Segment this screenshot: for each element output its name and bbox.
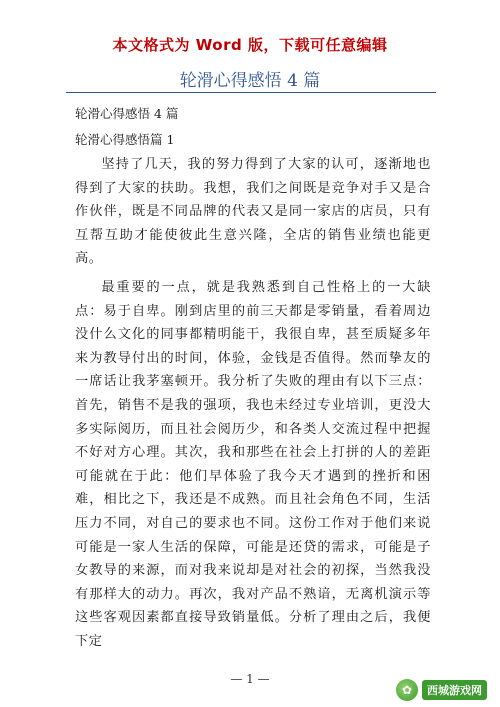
body-paragraph: 最重要的一点，就是我熟悉到自己性格上的一大缺点：易于自卑。刚到店里的前三天都是零销量，看着周边没什么文化的同事都精明能干，我很自卑，甚至质疑多年来为教导付出的时间，体验，金钱是否值得。然而挚友的一席话让我茅塞顿开。我分析了失败的理由有以下三点：首先，销售不是我的强项，我也未经过专业培训，更没大多实际阅历，而且社会阅历少，和各类人交流过程中把握不好对方心理。其次，我和那些在社会上打拼的人的差距可能就在于此：他们早体验了我今天才遇到的挫折和困难，相比之下，我还是不成熟。而且社会角色不同，生活压力不同，对自己的要求也不同。这份工作对于他们来说可能是一家人生活的保障，可能是还贷的需求，可能是子女教导的来源，而对我来说却是对社会的初探，当然我没有那样大的动力。再次，我对产品不熟谙，无离机演示等这些客观因素都直接导致销量低。分析了理由之后，我便下定 (75, 279, 431, 649)
document-title: 轮滑心得感悟 4 篇 (179, 71, 321, 91)
site-watermark (396, 678, 496, 702)
watermark-text: 西城游戏网 (422, 680, 487, 700)
meta-line-section: 轮滑心得感悟篇 1 (75, 132, 175, 147)
body-paragraph: 坚持了几天，我的努力得到了大家的认可，逐渐地也得到了大家的扶助。我想，我们之间既是竞争对手又是合作伙伴，既是不同品牌的代表又是同一家店的店员，只有互帮互助才能使彼此生意兴隆，全店的销售业绩也能更高。 (75, 157, 431, 267)
title-divider (66, 92, 436, 93)
page-number: — 1 — (230, 672, 270, 686)
meta-line-title: 轮滑心得感悟 4 篇 (75, 106, 179, 121)
leaf-logo-icon: ✿ (396, 679, 418, 701)
document-body (75, 153, 431, 653)
format-banner: 本文格式为 Word 版，下载可任意编辑 (112, 36, 388, 54)
